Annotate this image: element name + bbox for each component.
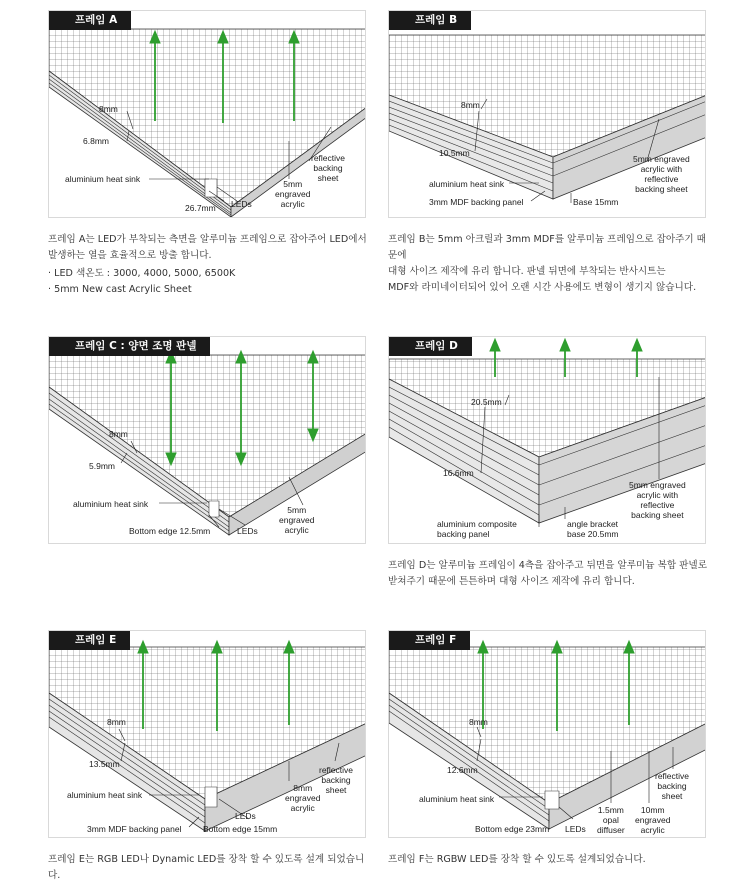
side-dim-label: 6.8mm [83,136,109,146]
panel-d-diagram [388,336,706,544]
side-dim-label: 5.9mm [89,461,115,471]
bottom-label: 26.7mm [185,203,216,213]
acrylic-label: 5mm engraved acrylic with reflective backing sheet [629,480,686,520]
panel-a-title: 프레임 A [49,11,131,30]
panel-a-diagram [48,10,366,218]
leds-label: LEDs [235,811,256,821]
panel-e-diagram [48,630,366,838]
heat-sink-label: aluminium heat sink [429,179,505,189]
side-dim-label: 16.6mm [443,468,474,478]
panel-b-diagram [388,10,706,218]
side-dim-label: 10.5mm [439,148,470,158]
backing-sheet-label: reflective backing sheet [655,771,690,801]
backing-sheet-label: reflective backing sheet [311,153,346,183]
top-dim-label: 8mm [469,717,488,727]
panel-a-bullets [48,266,368,298]
heat-sink-label: aluminium heat sink [65,174,141,184]
backing-sheet-label: reflective backing sheet [319,765,354,795]
leds-label: LEDs [237,526,258,536]
side-dim-label: 12.6mm [447,765,478,775]
heat-sink-label: aluminium heat sink [73,499,149,509]
panel-f-diagram [388,630,706,838]
panel-c-diagram [48,336,366,544]
panel-e-title: 프레임 E [49,631,130,650]
panel-b-description: 프레임 B는 5mm 아크릴과 3mm MDF를 알루미늄 프레임으로 잡아주기 때문에 대형 사이즈 제작에 유리 합니다. 판넬 뒤면에 부착되는 반사시트는 MDF와 라미네이터되어 있어 오랜 시간 사용에도 변형이 생기지 않습니다. [388,234,706,293]
panel-c-title: 프레임 C : 양면 조명 판넬 [49,337,210,356]
top-dim-label: 20.5mm [471,397,502,407]
panel-d-title: 프레임 D [389,337,472,356]
bottom-label: Bottom edge 23mm [475,824,550,834]
mdf-label: 3mm MDF backing panel [87,824,182,834]
acrylic-label: 5mm engraved acrylic [279,505,315,535]
top-dim-label: 8mm [99,104,118,114]
panel-a-description: 프레임 A는 LED가 부착되는 측면을 알루미늄 프레임으로 잡아주어 LED에서 발생하는 열을 효율적으로 방출 합니다. · LED 색온도 : 3000, 4000, 5000, 6500K · 5mm New cast Acrylic Sheet [48,232,368,298]
bracket-label: angle bracket base 20.5mm [567,519,619,539]
leds-label: LEDs [231,199,252,209]
opal-diffuser-label: 1.5mm opal diffuser [597,805,625,835]
panel-f-description: 프레임 F는 RGBW LED를 장착 할 수 있도록 설계되었습니다. [388,854,646,865]
acrylic-label: 8mm engraved acrylic [285,783,321,813]
heat-sink-label: aluminium heat sink [419,794,495,804]
panel-f-title: 프레임 F [389,631,470,650]
panel-e-description: 프레임 E는 RGB LED나 Dynamic LED를 장착 할 수 있도록 설계 되었습니다. [48,854,365,881]
leds-label: LEDs [565,824,586,834]
top-dim-label: 8mm [109,429,128,439]
acrylic-label: 10mm engraved acrylic [635,805,671,835]
acrylic-label: 5mm engraved acrylic with reflective backing sheet [633,154,690,194]
mdf-label: 3mm MDF backing panel [429,197,524,207]
base-label: Base 15mm [573,197,619,207]
frame-a-illustration [49,11,366,218]
list-item: · 5mm New cast Acrylic Sheet [48,282,368,298]
panel-d-description: 프레임 D는 알루미늄 프레임이 4측을 잡아주고 뒤면을 알루미늄 복합 판넬로 받쳐주기 때문에 튼튼하며 대형 사이즈 제작에 유리 합니다. [388,560,707,587]
list-item: · LED 색온도 : 3000, 4000, 5000, 6500K [48,266,368,282]
heat-sink-label: aluminium heat sink [67,790,143,800]
side-dim-label: 13.5mm [89,759,120,769]
top-dim-label: 8mm [461,100,480,110]
panel-b-title: 프레임 B [389,11,471,30]
acrylic-label: 5mm engraved acrylic [275,179,311,209]
top-dim-label: 8mm [107,717,126,727]
bottom-label: Bottom edge 15mm [203,824,278,834]
bottom-label: Bottom edge 12.5mm [129,526,211,536]
frame-c-illustration [49,337,366,544]
composite-label: aluminium composite backing panel [437,519,517,539]
